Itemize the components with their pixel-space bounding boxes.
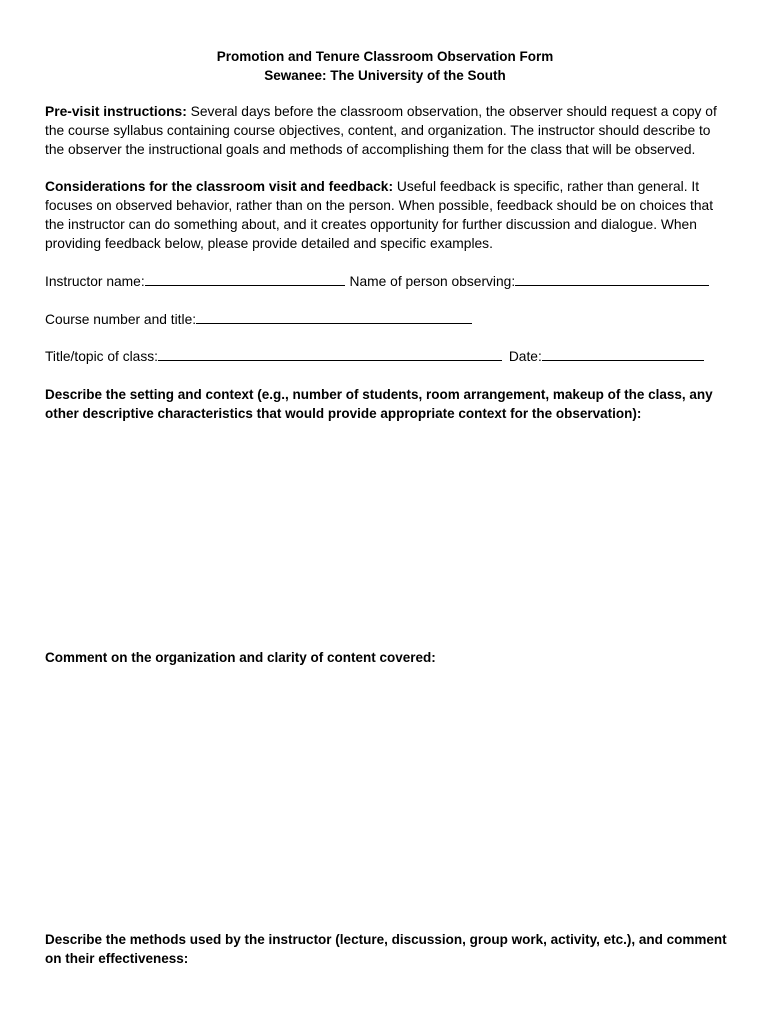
- instructor-name-label: Instructor name:: [45, 274, 145, 289]
- methods-answer-area[interactable]: [45, 972, 725, 1022]
- form-title: Promotion and Tenure Classroom Observation Form: [216, 49, 554, 64]
- course-field[interactable]: [196, 309, 472, 324]
- organization-question: Comment on the organization and clarity of content covered:: [45, 650, 436, 665]
- course-row: [45, 309, 472, 329]
- setting-question: Describe the setting and context (e.g., number of students, room arrangement, makeup of the class, any other descriptive characteristics that would provide appropriate context for the observation):: [45, 387, 713, 421]
- topic-field[interactable]: [158, 346, 502, 361]
- considerations-text: Useful feedback is specific, rather than general. It focuses on observed behavior, rather than on the person. When possible, feedback should be on choices that the instructor can do something about, and it creates opportunity for further discussion and dialogue. When providing feedback below, please provide detailed and specific examples.: [45, 179, 714, 251]
- methods-question: Describe the methods used by the instructor (lecture, discussion, group work, activity, etc.), and comment on their effectiveness:: [45, 932, 727, 966]
- topic-date-row: [45, 346, 704, 366]
- course-label: Course number and title:: [45, 312, 197, 327]
- form-subtitle: Sewanee: The University of the South: [264, 68, 506, 83]
- previsit-instructions: [45, 102, 730, 159]
- date-label: Date:: [508, 349, 542, 364]
- names-row: [45, 271, 709, 291]
- form-header: [0, 47, 770, 85]
- setting-answer-area[interactable]: [45, 430, 725, 640]
- previsit-text: Several days before the classroom observation, the observer should request a copy of the course syllabus containing course objectives, content, and organization. The instructor should describe to the observer the instructional goals and methods of accomplishing them for the class that will be observed.: [45, 104, 717, 157]
- feedback-considerations: [45, 177, 730, 253]
- date-field[interactable]: [542, 346, 704, 361]
- observer-name-label: Name of person observing:: [349, 274, 516, 289]
- observer-name-field[interactable]: [515, 271, 709, 286]
- previsit-label: Pre-visit instructions:: [45, 104, 187, 119]
- organization-answer-area[interactable]: [45, 672, 725, 922]
- considerations-label: Considerations for the classroom visit and feedback:: [45, 179, 394, 194]
- topic-label: Title/topic of class:: [45, 349, 158, 364]
- instructor-name-field[interactable]: [145, 271, 345, 286]
